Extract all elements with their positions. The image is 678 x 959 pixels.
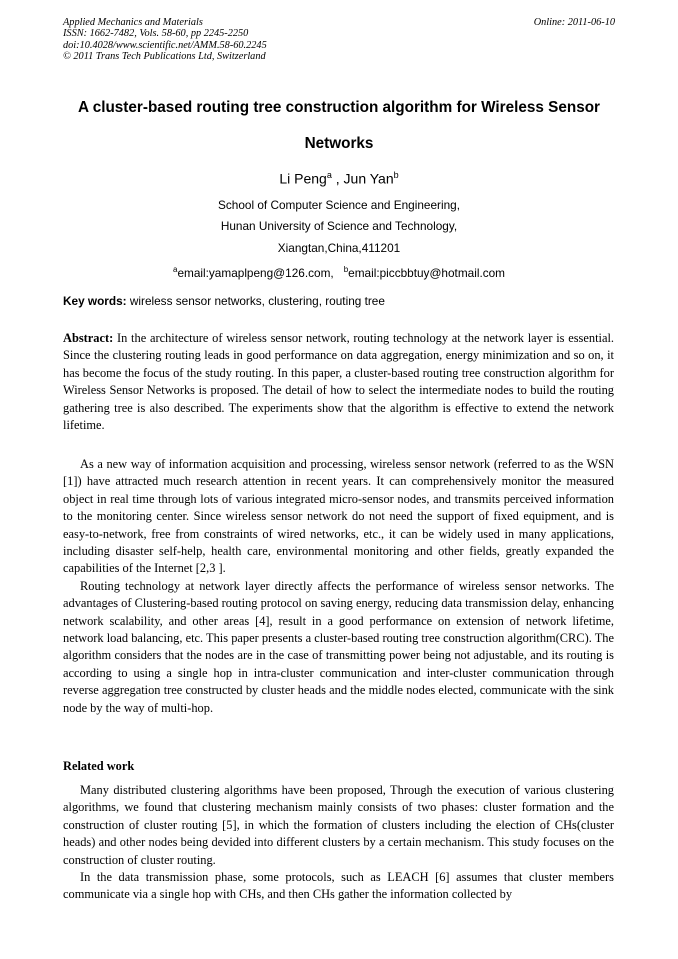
keywords-text: wireless sensor networks, clustering, routing tree [126,294,385,308]
related-paragraph-1: Many distributed clustering algorithms have been proposed, Through the execution of various clustering algorithms, we found that clustering mechanism mainly consists of two phases: cluster formation and the construction of cluster routing [5], in which the formation of clusters including the election of CHs(cluster heads) and other nodes being devided into different clusters by a certain mechanism. This study focuses on the construction of cluster routing. [63,783,614,867]
related-work-heading: Related work [63,759,135,773]
online-date: Online: 2011-06-10 [533,17,615,28]
author-separator: , [331,170,344,187]
affiliation-line-2: Hunan University of Science and Technology, [220,219,458,234]
email-a: email:yamaplpeng@126.com, [177,266,334,281]
intro-paragraph-2: Routing technology at network layer directly affects the performance of wireless sensor networks. The advantages of Clustering-based routing protocol on saving energy, reducing data transmission delay, enhancing network scalability, and other areas [4], result in a good performance on extension of network lifetime, network load balancing, etc. This paper presents a cluster-based routing tree construction algorithm(CRC). The algorithm considers that the nodes are in the case of transmitting power being not adjustable, and its routing is according to using a single hop in intra-cluster communication and inter-cluster communication through reverse aggregation tree constructed by cluster heads and the middle nodes elected, communicate with the sink node by the way of multi-hop. [63,578,614,715]
author-1: Li Peng [279,170,327,187]
author-1-marker: a [326,170,332,180]
journal-info [63,17,267,63]
journal-name: Applied Mechanics and Materials [63,17,203,28]
paper-title [40,90,638,162]
journal-issn: ISSN: 1662-7482, Vols. 58-60, pp 2245-2250 [63,28,249,40]
title-line-1: A cluster-based routing tree construction algorithm for Wireless Sensor [77,99,601,116]
emails [0,259,678,284]
related-work [63,782,614,904]
affiliation-line-3: Xiangtan,China,411201 [277,240,401,255]
author-list [0,166,678,188]
affiliation-line-1: School of Computer Science and Engineering, [218,198,460,212]
email-b-marker: b [343,265,349,275]
affiliation [0,195,678,285]
author-2: Jun Yan [343,170,394,187]
email-a-marker: a [172,265,178,275]
intro-paragraph-1: As a new way of information acquisition and processing, wireless sensor network (referred to as the WSN [1]) have attracted much research attention in recent years. It can comprehensively monitor the measured object in real time through lots of various integrated micro-sensor nodes, and transmits perceived information to the monitoring center. Since wireless sensor network do not need the support of fixed equipment, and is easy-to-network, free from constraints of wired networks, etc., it can be widely used in many applications, including disaster self-help, health care, environmental monitoring and other fields, greatly expanded the capabilities of the Internet [2,3 ]. [63,457,614,576]
keywords [63,294,385,308]
abstract-label: Abstract: [63,331,114,345]
email-b: email:piccbbtuy@hotmail.com [348,266,506,281]
journal-copyright: © 2011 Trans Tech Publications Ltd, Switzerland [63,51,266,63]
abstract [63,330,614,434]
title-line-2: Networks [304,135,374,152]
introduction [63,456,614,717]
author-2-marker: b [393,170,399,180]
journal-doi: doi:10.4028/www.scientific.net/AMM.58-60.2245 [63,39,267,51]
abstract-text: In the architecture of wireless sensor network, routing technology at the network layer is essential. Since the clustering routing leads in good performance on data aggregation, energy minimization and so on, it has become the focus of the study routing. In this paper, a cluster-based routing tree construction algorithm for Wireless Sensor Networks is proposed. The detail of how to select the intermediate nodes to build the routing gathering tree is also described. The experiments show that the algorithm is effective to extend the network lifetime. [63,331,614,433]
keywords-label: Key words: [63,294,127,308]
related-paragraph-2: In the data transmission phase, some protocols, such as LEACH [6] assumes that cluster members communicate via a single hop with CHs, and then CHs gather the information collected by [63,870,614,902]
